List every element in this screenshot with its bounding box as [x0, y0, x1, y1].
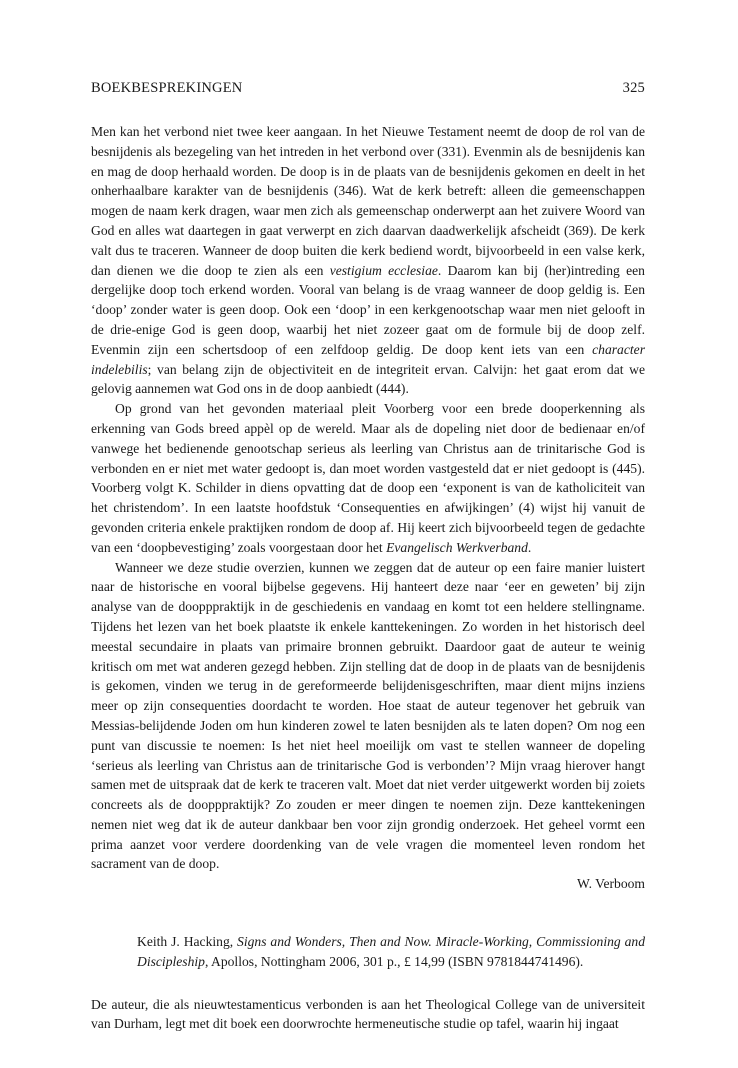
italic-run: character indelebilis: [91, 341, 645, 377]
review1-paragraph-1: [91, 122, 645, 399]
text-run: , Apollos, Nottingham 2006, 301 p., £ 14,99 (ISBN 9781844741496).: [204, 953, 584, 969]
review2-paragraph-1: [91, 995, 645, 1035]
page-number: 325: [622, 80, 645, 96]
text-run: Keith J. Hacking,: [137, 934, 238, 950]
text-run: .: [527, 539, 532, 555]
body-text: [91, 122, 645, 1034]
running-header: [91, 80, 645, 97]
text-run: Men kan het verbond niet twee keer aangaan. In het Nieuwe Testament neemt de doop de rol van de besnijdenis als bezegeling van het intreden in het verbond over (331). Evenmin als de besnijdenis kan en mag de doop herhaald worden. De doop is in de plaats van de besnijdenis gekomen en deelt in het onherhaalbare karakter van de besnijdenis (346). Wat de kerk betreft: alleen die gemeenschappen mogen de naam kerk dragen, waar men zich als gemeenschap onderwerpt aan het zuivere Woord van God en alles wat daartegen in gaat verwerpt en zich daarvan daadwerkelijk afscheidt (369). De kerk valt dus te traceren. Wanneer de doop buiten die kerk bediend wordt, bijvoorbeeld in een valse kerk, dan dienen we die doop te zien als een: [91, 124, 645, 278]
review1-paragraph-3: [91, 558, 645, 875]
book-reference-text: [137, 932, 645, 972]
book-reference: [137, 932, 645, 972]
italic-run: Evangelisch Werkverband: [386, 539, 528, 555]
text-run: . Daarom kan bij (her)intreding een dergelijke doop toch erkend worden. Vooral van belang is de vraag wanneer de doop geldig is. Een ‘doop’ zonder water is geen doop. Ook een ‘doop’ in een kerkgenootschap waar men niet gelooft in de drie-enige God is geen doop, waarbij het niet zozeer gaat om de formule bij de doop zelf. Evenmin zijn een schertsdoop of een zelfdoop geldig. De doop kent iets van een: [91, 262, 645, 357]
review1-paragraph-2: [91, 399, 645, 557]
running-title: BOEKBESPREKINGEN: [91, 80, 243, 96]
italic-run: vestigium ecclesiae: [329, 262, 438, 278]
review2: [91, 995, 645, 1035]
reviewer-signature: W. Verboom: [577, 876, 645, 892]
text-run: Wanneer we deze studie overzien, kunnen we zeggen dat de auteur op een faire manier luistert naar de historische en vooral bijbelse gegevens. Hij hanteert deze naar ‘eer en geweten’ bij zijn analyse van de doopppraktijk in de geschiedenis en vandaag en komt tot een heldere stellingname. Tijdens het lezen van het boek plaatste ik enkele kanttekeningen. Zo worden in het historisch deel meestal secundaire in plaats van primaire bronnen gebruikt. Daardoor gaat de auteur te weinig kritisch om met wat anderen gezegd hebben. Zijn stelling dat de doop in de plaats van de besnijdenis is gekomen, vinden we terug in de gereformeerde belijdenisgeschriften, maar dient mijns inziens meer op zijn consequenties doordacht te worden. Hoe staat de auteur tegenover het gebruik van Messias-belijdende Joden om hun kinderen zowel te laten besnijden als te laten dopen? Om nog een punt van discussie te noemen: Is het niet heel moeilijk om vast te stellen wanneer de dopeling ‘serieus als leerling van Christus aan de trinitarische God is verbonden’? Mijn vraag hierover hangt samen met de uitspraak dat de kerk te traceren valt. Moet dat niet verder uitgewerkt worden bij zoiets concreets als de doopppraktijk? Zo zouden er meer dingen te noemen zijn. Deze kanttekeningen nemen niet weg dat ik de auteur dankbaar ben voor zijn grondig onderzoek. Het geheel vormt een prima aanzet voor verdere doordenking van de vele vragen die momenteel leven rondom het sacrament van de doop.: [91, 559, 645, 872]
text-run: Op grond van het gevonden materiaal pleit Voorberg voor een brede dooperkenning als erkenning van Gods breed appèl op de wereld. Maar als de dopeling niet door de bedienaar en/of vanwege het bedienende genootschap serieus als leerling van Christus aan de trinitarische God is verbonden en er niet met water gedoopt is, dan moet worden vastgesteld dat er niet gedoopt is (445). Voorberg volgt K. Schilder in diens opvatting dat de doop een ‘exponent is van de katholiciteit van het christendom’. In een laatste hoofdstuk ‘Consequenties en afwijkingen’ (4) wijst hij vanuit de gevonden criteria enkele praktijken rondom de doop af. Hij keert zich bijvoorbeeld tegen de gedachte van een ‘doopbevestiging’ zoals voorgestaan door het: [91, 401, 645, 555]
text-run: De auteur, die als nieuwtestamenticus verbonden is aan het Theological College van de universiteit van Durham, legt met dit boek een doorwrochte hermeneutische studie op tafel, waarin hij ingaat: [91, 996, 645, 1032]
text-run: ; van belang zijn de objectiviteit en de integriteit ervan. Calvijn: het gaat erom dat we gelovig aannemen wat God ons in de doop aanbiedt (444).: [91, 361, 645, 397]
italic-run: Signs and Wonders, Then and Now. Miracle-Working, Commissioning and Discipleship: [137, 934, 645, 969]
